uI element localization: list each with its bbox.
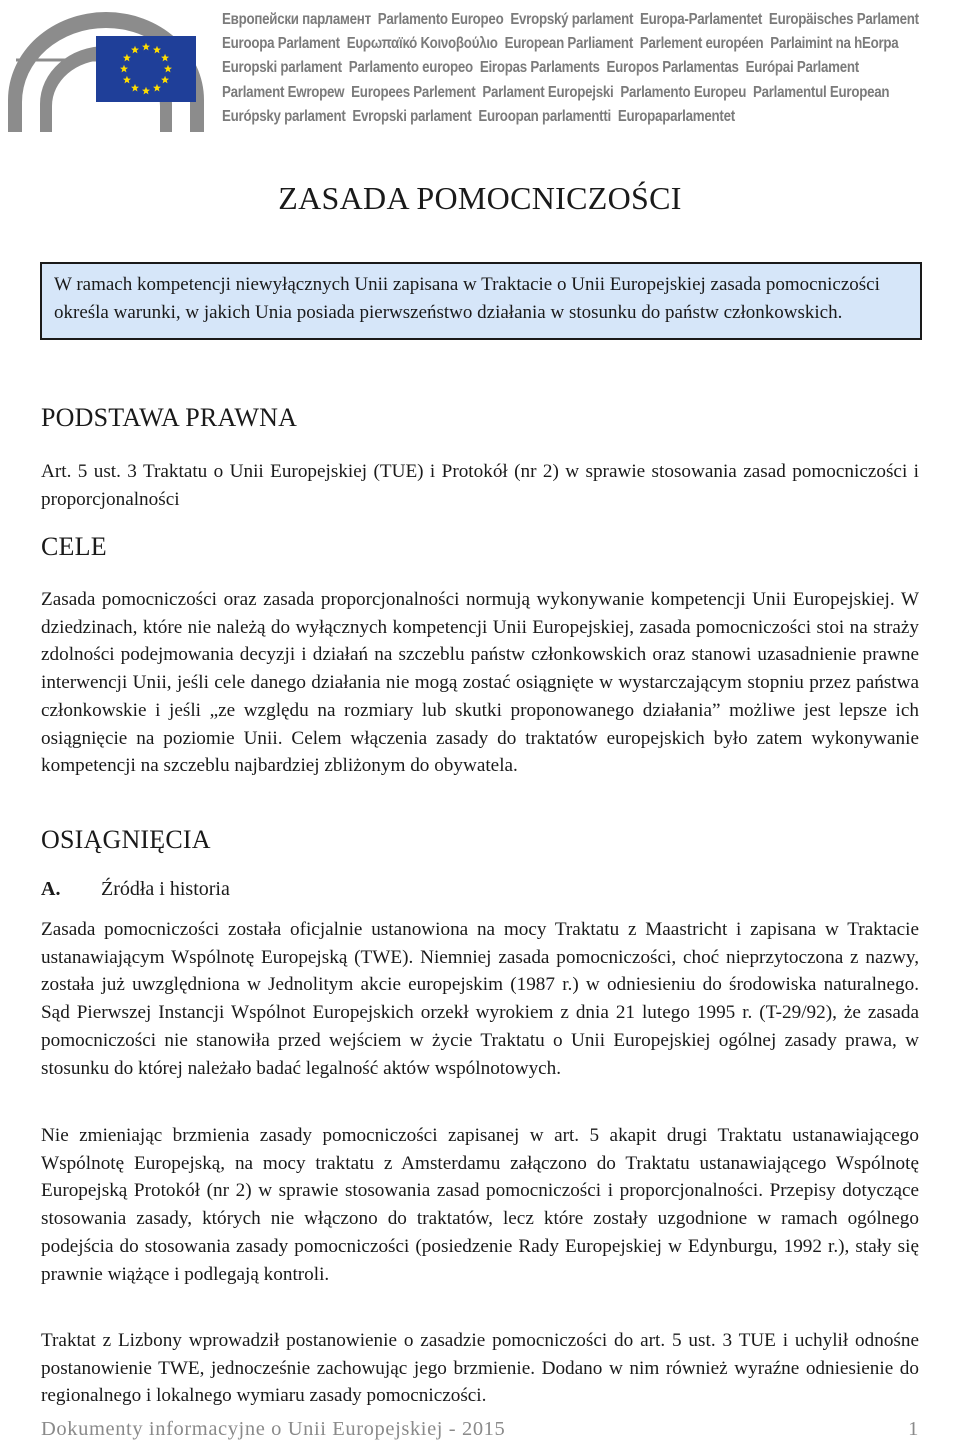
page-title: ZASADA POMOCNICZOŚCI bbox=[278, 180, 682, 216]
parliament-name: Euroopan parlamentti bbox=[478, 107, 611, 125]
parliament-name: Parlamento europeo bbox=[348, 59, 473, 77]
subsection-heading bbox=[41, 878, 230, 901]
parliament-name: Evropský parlament bbox=[510, 11, 634, 28]
european-parliament-logo bbox=[0, 0, 212, 132]
parliament-names-row bbox=[222, 56, 859, 80]
parliament-name: Европейски парламент bbox=[222, 11, 371, 28]
parliament-name: Europa-Parlamentet bbox=[640, 11, 763, 28]
parliament-name: Evropski parlament bbox=[352, 107, 472, 125]
parliament-names-row bbox=[222, 105, 850, 129]
parliament-name: Parlamento Europeo bbox=[377, 11, 504, 28]
parliament-name: Parlaimint na hEorpa bbox=[770, 35, 899, 53]
parliament-name: Európsky parlament bbox=[222, 107, 346, 125]
parliament-name: Parlement européen bbox=[639, 35, 764, 53]
achievements-paragraph-2: Nie zmieniając brzmienia zasady pomocniczości zapisanej w art. 5 akapit drugi Traktatu ustanawiającego Wspólnotę Europejską, na mocy traktatu z Amsterdamu załączono do Traktatu ustanawiającego Wspólnotę Europejską Protokół (nr 2) w sprawie stosowania zasad pomocniczości i proporcjonalności. Przepisy dotyczące stosowania zasady, których nie włączono do traktatów, lecz które zostały uzgodnione w ramach ogólnego podejścia do stosowania zasady pomocniczości (posiedzenie Rady Europejskiej w Edynburgu, 1992 r.), stały się prawnie wiążące i podlegają kontroli. bbox=[41, 1125, 919, 1285]
page-footer bbox=[41, 1418, 919, 1448]
subsection-title: Źródła i historia bbox=[101, 878, 230, 900]
parliament-names-row bbox=[222, 8, 919, 32]
parliament-name: Parlamento Europeu bbox=[620, 83, 747, 101]
legal-basis-text: Art. 5 ust. 3 Traktatu o Unii Europejskiej (TUE) i Protokół (nr 2) w sprawie stosowania zasad pomocniczości i proporcjonalności bbox=[41, 461, 919, 510]
footer-text: Dokumenty informacyjne o Unii Europejskiej - 2015 bbox=[41, 1418, 506, 1440]
parliament-name: European Parliament bbox=[504, 35, 634, 53]
parliament-name: Eiropas Parlaments bbox=[479, 59, 600, 77]
parliament-name: Europos Parlamentas bbox=[606, 59, 739, 77]
parliament-names bbox=[222, 8, 919, 129]
parliament-name: Parlament Europejski bbox=[482, 83, 614, 101]
parliament-names-row bbox=[222, 81, 890, 105]
achievements-paragraph-1: Zasada pomocniczości została oficjalnie ustanowiona na mocy Traktatu z Maastricht i zapisana w Traktacie ustanawiającym Wspólnotę Europejską (TWE). Niemniej zasada pomocniczości, choć nieprzytoczona z nazwy, została już uwzględniona w Jednolitym akcie europejskim (1987 r.) w odniesieniu do środowiska naturalnego. Sąd Pierwszej Instancji Wspólnot Europejskich orzekł wyrokiem z dnia 21 lutego 1995 r. (T-29/92), że zasada pomocniczości nie stanowiła przed wejściem w życie Traktatu o Unii Europejskiej ogólnej zasady prawa, w stosunku do której należało badać legalność aktów wspólnotowych. bbox=[41, 919, 919, 1079]
parliament-name: Ευρωπαϊκό Κοινοβούλιο bbox=[346, 35, 498, 53]
section-heading-achievements: OSIĄGNIĘCIA bbox=[41, 825, 211, 854]
parliament-name: Europaparlamentet bbox=[617, 107, 735, 125]
achievements-paragraph-3: Traktat z Lizbony wprowadził postanowienie o zasadzie pomocniczości do art. 5 ust. 3 TUE i uchylił odnośne postanowienie TWE, jednocześnie zachowując jego brzmienie. Dodano w nim również wyraźne odniesienie do regionalnego i lokalnego wymiaru zasady pomocniczości. bbox=[41, 1330, 919, 1407]
parliament-name: Europäisches Parlament bbox=[768, 11, 919, 28]
parliament-name: Európai Parlament bbox=[745, 59, 859, 77]
section-heading-legal-basis: PODSTAWA PRAWNA bbox=[41, 403, 298, 432]
parliament-name: Euroopa Parlament bbox=[222, 35, 340, 53]
summary-box: W ramach kompetencji niewyłącznych Unii zapisana w Traktacie o Unii Europejskiej zasada pomocniczości określa warunki, w jakich Unia posiada pierwszeństwo działania w stosunku do państw członkowskich. bbox=[40, 262, 922, 340]
objectives-text: Zasada pomocniczości oraz zasada proporcjonalności normują wykonywanie kompetencji Unii Europejskiej. W dziedzinach, które nie należą do wyłącznych kompetencji Unii Europejskiej, zasada pomocniczości stoi na straży zdolności podejmowania decyzji i działań na szczeblu państw członkowskich oraz stanowi uzasadnienie prawne interwencji Unii, jeśli cele danego działania nie mogą zostać osiągnięte w wystarczającym stopniu przez państwa członkowskie i jeśli „ze względu na rozmiary lub skutki proponowanego działania” możliwe jest lepsze ich osiągnięcie na poziomie Unii. Celem włączenia zasady do traktatów europejskich było zatem wykonywanie kompetencji na szczeblu najbardziej zbliżonym do obywatela. bbox=[41, 589, 919, 777]
page-number: 1 bbox=[908, 1418, 919, 1440]
parliament-name: Europski parlament bbox=[222, 59, 342, 77]
parliament-names-row bbox=[222, 32, 899, 56]
parliament-name: Parlamentul European bbox=[752, 83, 890, 101]
parliament-name: Parlament Ewropew bbox=[222, 83, 345, 101]
header bbox=[0, 0, 960, 140]
subsection-letter: A. bbox=[41, 878, 61, 900]
section-heading-objectives: CELE bbox=[41, 532, 107, 561]
parliament-name: Europees Parlement bbox=[351, 83, 476, 101]
